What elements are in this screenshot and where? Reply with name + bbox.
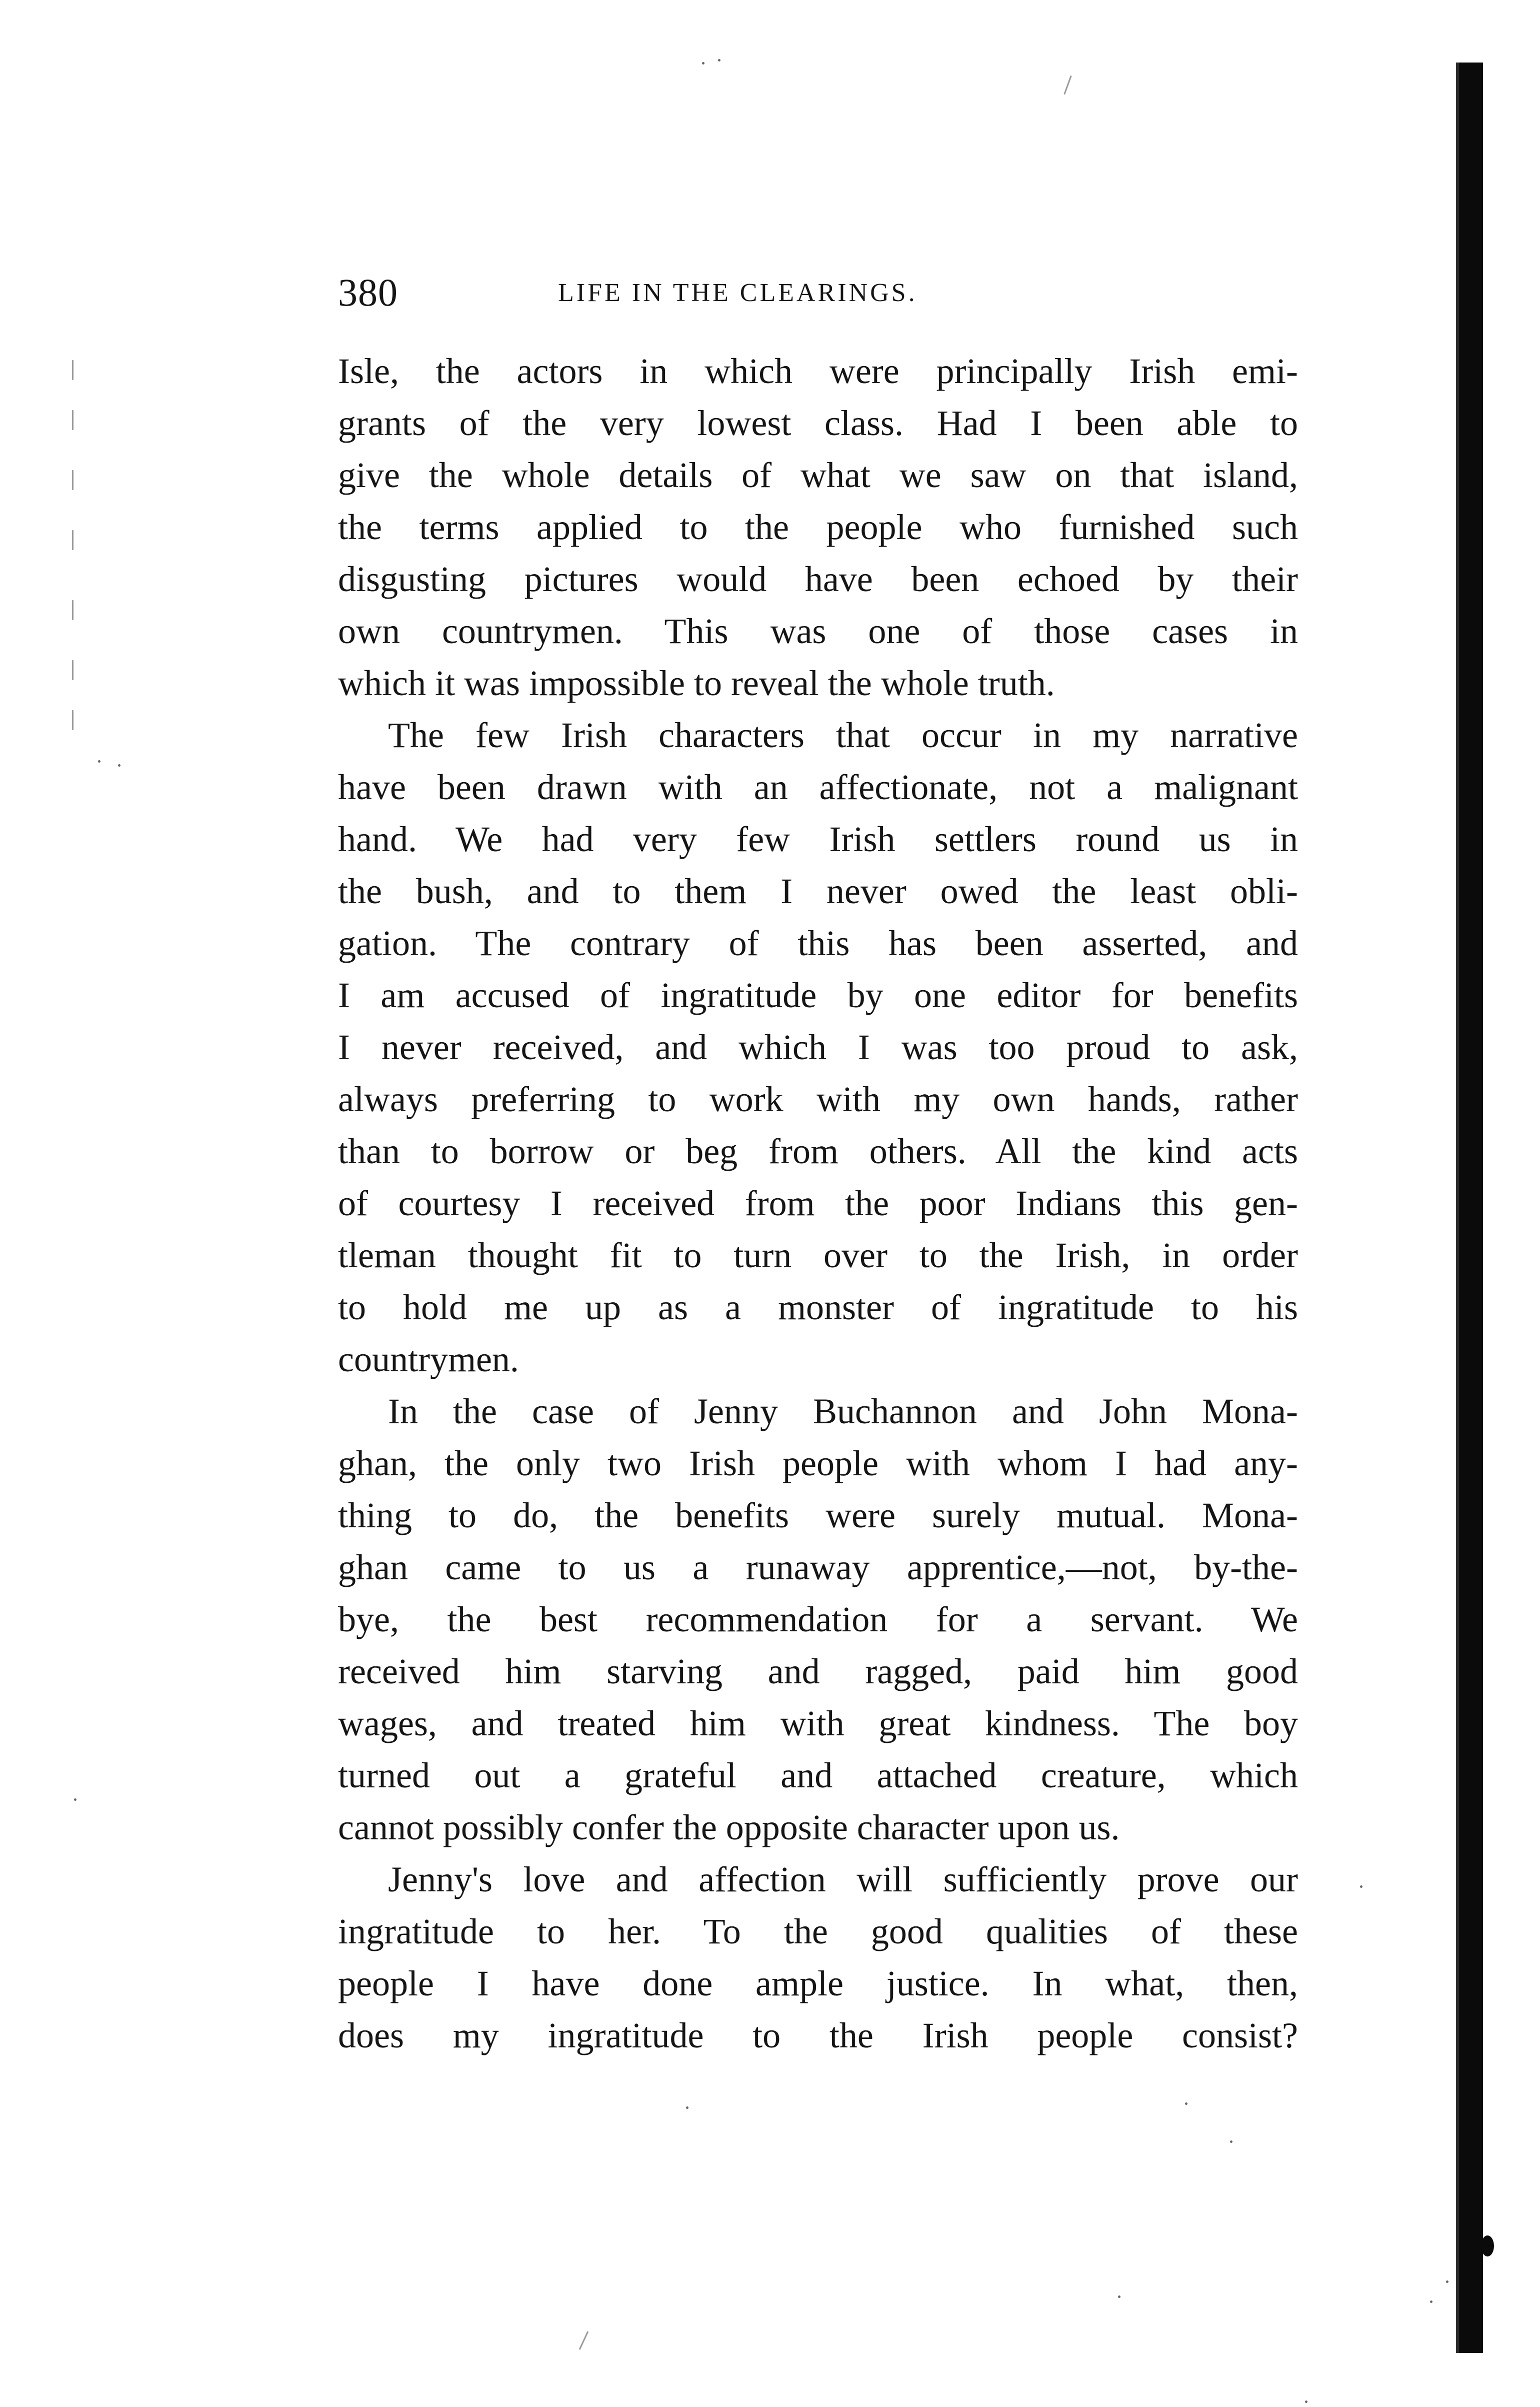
text-line: to hold me up as a monster of ingratitude to his bbox=[338, 1287, 1298, 1327]
body-text bbox=[338, 345, 1298, 2061]
text-line: thing to do, the benefits were surely mutual. Mona- bbox=[338, 1495, 1298, 1535]
paragraph-3 bbox=[338, 1385, 1298, 1853]
text-line: have been drawn with an affectionate, not a malignant bbox=[338, 767, 1298, 807]
paragraph-1 bbox=[338, 345, 1298, 709]
text-line: own countrymen. This was one of those cases in bbox=[338, 611, 1298, 651]
page-number: 380 bbox=[338, 271, 398, 314]
paragraph-4 bbox=[338, 1853, 1298, 2061]
binding-blot bbox=[1481, 2235, 1494, 2256]
text-line: wages, and treated him with great kindness. The boy bbox=[338, 1703, 1298, 1743]
text-line: The few Irish characters that occur in my narrative bbox=[388, 715, 1298, 755]
text-line: I am accused of ingratitude by one editor for benefits bbox=[338, 975, 1298, 1015]
text-line: people I have done ample justice. In what, then, bbox=[338, 1963, 1298, 2003]
text-line: does my ingratitude to the Irish people consist? bbox=[338, 2015, 1298, 2055]
text-line: Isle, the actors in which were principally Irish emi- bbox=[338, 351, 1298, 391]
text-line: the bush, and to them I never owed the least obli- bbox=[338, 871, 1298, 911]
text-line: disgusting pictures would have been echoed by their bbox=[338, 559, 1298, 599]
text-line: the terms applied to the people who furnished such bbox=[338, 507, 1298, 547]
text-line: In the case of Jenny Buchannon and John Mona- bbox=[388, 1391, 1298, 1431]
running-head-title: LIFE IN THE CLEARINGS. bbox=[558, 279, 918, 307]
text-line: always preferring to work with my own hands, rather bbox=[338, 1079, 1298, 1119]
text-line: received him starving and ragged, paid him good bbox=[338, 1651, 1298, 1691]
text-line: ghan came to us a runaway apprentice,—not, by-the- bbox=[338, 1547, 1298, 1587]
text-line: cannot possibly confer the opposite character upon us. bbox=[338, 1807, 1120, 1847]
text-line: grants of the very lowest class. Had I been able to bbox=[338, 403, 1298, 443]
text-line: bye, the best recommendation for a servant. We bbox=[338, 1599, 1298, 1639]
text-line: turned out a grateful and attached creature, which bbox=[338, 1755, 1298, 1795]
running-head bbox=[338, 260, 1318, 315]
text-line: of courtesy I received from the poor Indians this gen- bbox=[338, 1183, 1298, 1223]
text-line: than to borrow or beg from others. All the kind acts bbox=[338, 1131, 1298, 1171]
text-line: which it was impossible to reveal the whole truth. bbox=[338, 663, 1055, 703]
text-line: gation. The contrary of this has been asserted, and bbox=[338, 923, 1298, 963]
text-line: ingratitude to her. To the good qualities of these bbox=[338, 1911, 1298, 1951]
text-line: tleman thought fit to turn over to the Irish, in order bbox=[338, 1235, 1298, 1275]
text-line: I never received, and which I was too proud to ask, bbox=[338, 1027, 1298, 1067]
text-line: hand. We had very few Irish settlers round us in bbox=[338, 819, 1298, 859]
binding-shadow bbox=[1456, 63, 1483, 2353]
text-line: give the whole details of what we saw on that island, bbox=[338, 455, 1298, 495]
text-line: ghan, the only two Irish people with whom I had any- bbox=[338, 1443, 1298, 1483]
text-line: Jenny's love and affection will sufficiently prove our bbox=[388, 1859, 1298, 1899]
paragraph-2 bbox=[338, 709, 1298, 1385]
text-line: countrymen. bbox=[338, 1339, 519, 1379]
